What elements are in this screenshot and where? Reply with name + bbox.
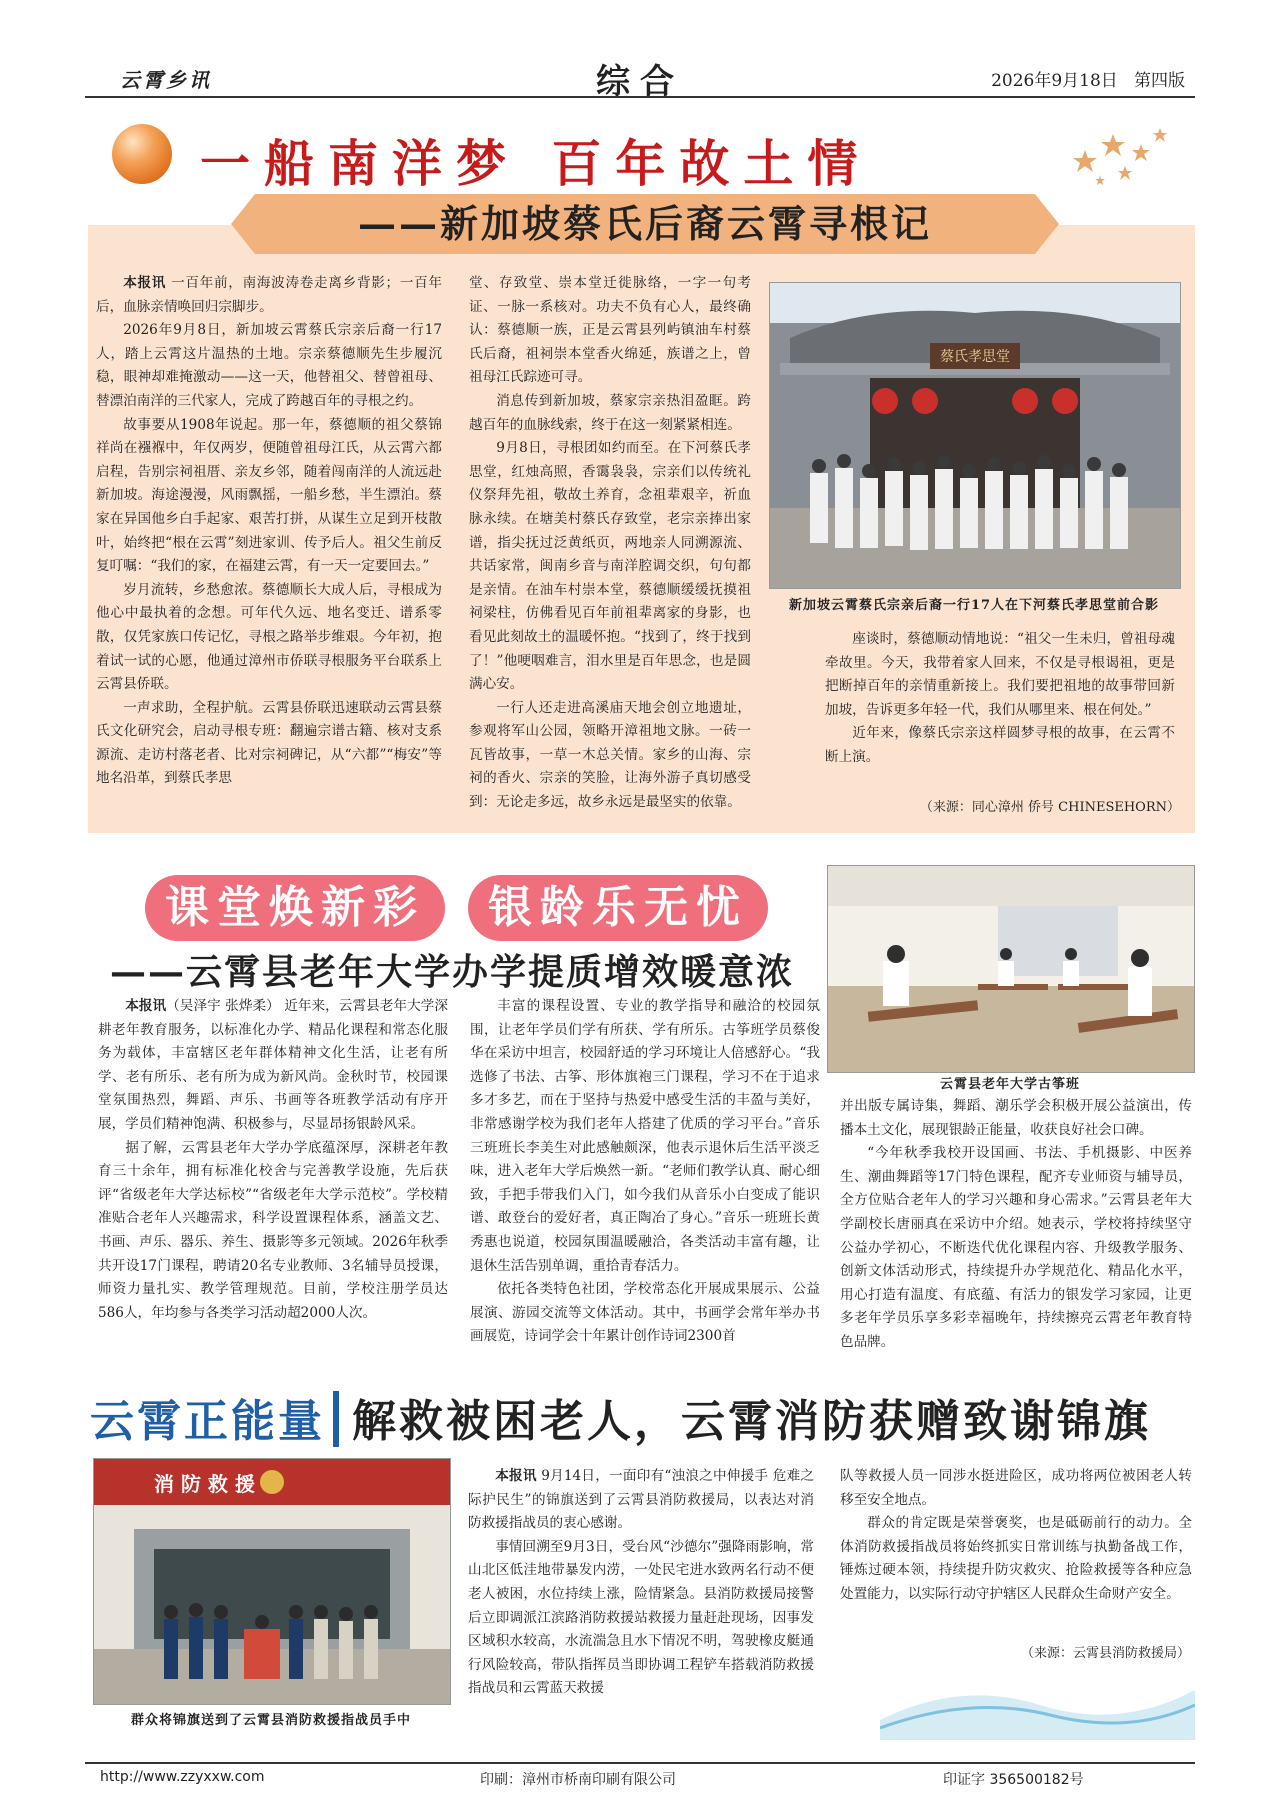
story1-column-1 — [96, 272, 442, 791]
section-title: 综合 — [596, 62, 684, 102]
footer-permit: 印证字 356500182号 — [943, 1772, 1084, 1788]
paper-name: 云霄乡讯 — [120, 68, 212, 92]
story1-paragraph: 9月8日，寻根团如约而至。在下河蔡氏孝思堂，红烛高照，香霭袅袅，宗亲们以传统礼仪祭拜先祖，敬故土养育，念祖辈艰辛，祈血脉永续。在塘美村蔡氏存致堂，老宗亲捧出家谱，指尖抚过泛黄纸页，两地亲人同溯源流、共话家常，闽南乡音与南洋腔调交织，句句都是亲情。在油车村崇本堂，蔡德顺缓缓抚摸祖祠梁柱，仿佛看见百年前祖辈离家的身影，也看见此刻故土的温暖怀抱。“找到了，终于找到了！”他哽咽难言，泪水里是百年思念，也是圆满心安。 — [469, 440, 751, 693]
story1-paragraph: 近年来，像蔡氏宗亲这样圆梦寻根的故事，在云霄不断上演。 — [825, 725, 1175, 765]
footer-printer: 印刷：漳州市桥南印刷有限公司 — [480, 1772, 676, 1788]
story3-column-1 — [468, 1465, 814, 1701]
story1-paragraph: 一声求助，全程护航。云霄县侨联迅速联动云霄县蔡氏文化研究会，启动寻根专班：翻遍宗谱古籍、核对支系源流、走访村落老者、比对宗祠碑记，从“六都”“梅安”等地名沿革，到蔡氏孝思 — [96, 699, 442, 787]
story1-column-3 — [825, 628, 1175, 770]
story2-paragraph: 并出版专属诗集，舞蹈、潮乐学会积极开展公益演出，传播本土文化，展现银龄正能量，收获良好社会口碑。 — [840, 1098, 1192, 1138]
story1-column-2 — [469, 272, 751, 815]
issue-date: 2026年9月18日 第四版 — [991, 71, 1185, 91]
temple-plaque: 蔡氏孝思堂 — [940, 349, 1010, 365]
story3-photo-caption: 群众将锦旗送到了云霄县消防救援指战员手中 — [130, 1713, 411, 1728]
story3-paragraph: 事情回溯至9月3日，受台风“沙德尔”强降雨影响，常山北区低洼地带暴发内涝，一处民宅进水致两名行动不便老人被困，水位持续上涨，险情紧急。县消防救援局接警后立即调派江滨路消防救援站救援力量赶赴现场，因事发区域积水较高，水流湍急且水下情况不明，驾驶橡皮艇通行风险较高，带队指挥员当即协调工程铲车搭载消防救援指战员和云霄蓝天救援 — [468, 1538, 814, 1697]
station-sign: 消 防 救 援 — [154, 1472, 255, 1496]
story3-paragraph: 队等救援人员一同涉水挺进险区，成功将两位被困老人转移至安全地点。 — [840, 1468, 1192, 1508]
story1-paragraph: 堂、存致堂、崇本堂迁徙脉络，一字一句考证、一脉一系核对。功夫不负有心人，最终确认：蔡德顺一族，正是云霄县列屿镇油车村蔡氏后裔，祖祠崇本堂香火绵延，族谱之上，曾祖母江氏踪迹可寻。 — [469, 275, 751, 386]
story2-pill-2: 银龄乐无忧 — [468, 875, 768, 941]
story1-subheadline: ——新加坡蔡氏后裔云霄寻根记 — [357, 201, 932, 246]
story3-paragraph: 本报讯 9月14日，一面印有“浊浪之中伸援手 危难之际护民生”的锦旗送到了云霄县消防救援局，以表达对消防救援指战员的衷心感谢。 — [468, 1468, 815, 1532]
story3-paragraph: 群众的肯定既是荣誉褒奖，也是砥砺前行的动力。全体消防救援指战员将始终抓实日常训练与执勤备战工作，锤炼过硬本领，持续提升防灾救灾、抢险救援等各种应急处置能力，以实际行动守护辖区人民群众生命财产安全。 — [840, 1515, 1192, 1602]
story2-column-1 — [98, 995, 448, 1325]
footer-url[interactable]: http://www.zzyxxw.com — [100, 1769, 265, 1785]
story1-paragraph: 消息传到新加坡，蔡家宗亲热泪盈眶。跨越百年的血脉线索，终于在这一刻紧紧相连。 — [469, 392, 751, 433]
story3-source: （来源：云霄县消防救援局） — [1020, 1646, 1190, 1661]
story2-reporters: （吴泽宇 张烨柔） — [166, 998, 280, 1014]
headline-separator — [333, 1391, 339, 1447]
story2-column-3 — [840, 1095, 1192, 1355]
story2-pill-1: 课堂焕新彩 — [145, 875, 445, 941]
story1-byline: 本报讯 — [123, 275, 167, 291]
story1-group-photo — [769, 282, 1181, 589]
fire-station-photo-illustration — [94, 1459, 450, 1704]
story3-firefighter-photo — [93, 1458, 451, 1705]
story3-tag: 云霄正能量 — [90, 1396, 325, 1447]
story3-headline: 解救被困老人，云霄消防获赠致谢锦旗 — [352, 1396, 1151, 1447]
story1-paragraph: 故事要从1908年说起。那一年，蔡德顺的祖父蔡锦祥尚在襁褓中，年仅两岁，便随曾祖母江氏，从云霄六都启程，告别宗祠祖厝、亲友乡邻，随着闯南洋的人流远赴新加坡。海途漫漫，风雨飘摇，一船乡愁，半生漂泊。蔡家在异国他乡白手起家、艰苦打拼，从谋生立足到开枝散叶，始终把“根在云霄”刻进家训、传予后人。祖父生前反复叮嘱：“我们的家，在福建云霄，有一天一定要回去。” — [96, 416, 442, 575]
story2-subheadline: ——云霄县老年大学办学提质增效暖意浓 — [110, 951, 795, 993]
story2-photo-caption: 云霄县老年大学古筝班 — [939, 1077, 1080, 1092]
story1-headline: 一船南洋梦 百年故土情 — [200, 134, 872, 193]
stars-decoration — [1065, 120, 1175, 190]
page-footer — [85, 1762, 1195, 1790]
story2-paragraph: “今年秋季我校开设国画、书法、手机摄影、中医养生、潮曲舞蹈等17门特色课程，配齐专业师资与辅导员，全方位贴合老年人的学习兴趣和身心需求。”云霄县老年大学副校长唐丽真在采访中介绍。她表示，学校将持续坚守公益办学初心，不断迭代优化课程内容、升级教学服务、创新文体活动形式，持续提升办学规范化、精品化水平，用心打造有温度、有底蕴、有活力的银发学习家园，让更多老年学员乐享多彩幸福晚年，持续擦亮云霄老年教育特色品牌。 — [840, 1145, 1192, 1350]
masthead — [85, 52, 1195, 102]
story1-paragraph: 2026年9月8日，新加坡云霄蔡氏宗亲后裔一行17人，踏上云霄这片温热的土地。宗亲蔡德顺先生步履沉稳，眼神却难掩激动——这一天，他替祖父、替曾祖母、替漂泊南洋的三代家人，完成了跨越百年的寻根之约。 — [96, 322, 442, 409]
story3-headline-bar — [90, 1385, 1195, 1457]
story2-column-2 — [470, 995, 820, 1349]
story1-photo-caption: 新加坡云霄蔡氏宗亲后裔一行17人在下河蔡氏孝思堂前合影 — [788, 598, 1160, 613]
story2-guzheng-photo — [827, 865, 1195, 1073]
story1-paragraph: 一行人还走进高溪庙天地会创立地遗址，参观将军山公园，领略开漳祖地文脉。一砖一瓦皆故事，一草一木总关情。家乡的山海、宗祠的香火、宗亲的笑脸，让海外游子真切感受到：无论走多远，故乡永远是最坚实的依靠。 — [469, 699, 751, 811]
story2-byline: 本报讯 — [125, 998, 167, 1014]
story1-paragraph: 座谈时，蔡德顺动情地说：“祖父一生未归，曾祖母魂牵故里。今天，我带着家人回来，不仅是寻根谒祖，更是把断掉百年的亲情重新接上。我们要把祖地的故事带回新加坡，告诉更多年轻一代，我们从哪里来、根在何处。” — [825, 631, 1175, 718]
wave-decoration — [880, 1670, 1195, 1740]
orange-orb-decoration — [112, 124, 172, 184]
temple-group-photo-illustration — [770, 283, 1180, 588]
classroom-photo-illustration — [828, 866, 1194, 1072]
story2-paragraph: 据了解，云霄县老年大学办学底蕴深厚，深耕老年教育三十余年，拥有标准化校舍与完善教学设施，先后获评“省级老年大学达标校”“省级老年大学示范校”。学校精准贴合老年人兴趣需求，科学设置课程体系，涵盖文艺、书画、声乐、器乐、养生、摄影等多元领域。2026年秋季共开设17门课程，聘请20名专业教师、3名辅导员授课，师资力量扎实、教学管理规范。目前，学校注册学员达586人，年均参与各类学习活动超2000人次。 — [98, 1139, 448, 1321]
story1-source: （来源：同心漳州 侨号 CHINESEHORN） — [919, 800, 1180, 815]
story2-paragraph: 丰富的课程设置、专业的教学指导和融洽的校园氛围，让老年学员们学有所获、学有所乐。古筝班学员蔡俊华在采访中坦言，校园舒适的学习环境让人倍感舒心。“我选修了书法、古筝、形体旗袍三门课程，学习不在于追求多才多艺，而在于坚持与热爱中感受生活的丰盈与美好，非常感谢学校为我们老年人搭建了优质的学习平台。”音乐三班班长李美生对此感触颇深，他表示退休后生活平淡乏味，进入老年大学后焕然一新。“老师们教学认真、耐心细致，手把手带我们入门，如今我们从音乐小白变成了能识谱、敢登台的爱好者，真正陶冶了身心。”音乐一班班长黄秀惠也说道，校园氛围温暖融洽，各类活动丰富有趣，让退休生活告别单调，重拾青春活力。 — [470, 998, 820, 1274]
story3-byline: 本报讯 — [495, 1468, 537, 1484]
story2-paragraph: 本报讯（吴泽宇 张烨柔） 近年来，云霄县老年大学深耕老年教育服务，以标准化办学、精品化课程和常态化服务为载体，丰富辖区老年群体精神文化生活，让老有所学、老有所乐、老有所为成为新风尚。金秋时节，校园课堂氛围热烈，舞蹈、声乐、书画等各班教学活动有序开展，学员们精神饱满、积极参与，尽显昂扬银龄风采。 — [98, 998, 448, 1132]
story2-paragraph: 依托各类特色社团，学校常态化开展成果展示、公益展演、游园交流等文体活动。其中，书画学会常年举办书画展览，诗词学会十年累计创作诗词2300首 — [470, 1281, 820, 1345]
story1-paragraph: 本报讯 一百年前，南海波涛卷走离乡背影；一百年后，血脉亲情唤回归宗脚步。 — [96, 275, 443, 315]
story1-paragraph: 岁月流转，乡愁愈浓。蔡德顺长大成人后，寻根成为他心中最执着的念想。可年代久远、地名变迁、谱系零散，仅凭家族口传记忆，寻根之路举步维艰。今年初，抱着试一试的心愿，他通过漳州市侨联寻根服务平台联系上云霄县侨联。 — [96, 581, 442, 693]
story1-subheadline-ribbon — [255, 194, 1035, 254]
story3-column-2 — [840, 1465, 1192, 1607]
